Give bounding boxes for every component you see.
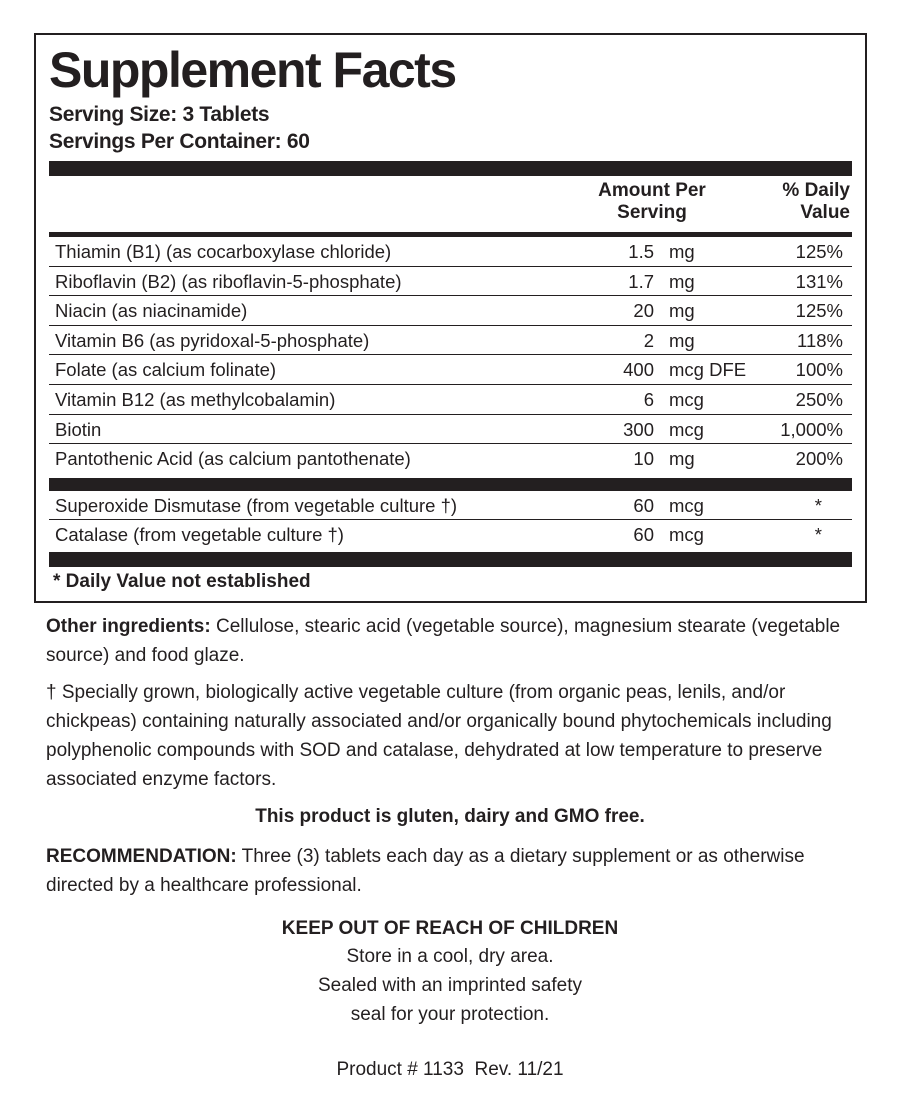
- allergen-statement: This product is gluten, dairy and GMO free.: [255, 806, 645, 827]
- nutrient-row: [49, 355, 852, 385]
- nutrient-unit: mcg: [669, 524, 704, 546]
- vitamin-list: [49, 237, 852, 474]
- recommendation-label: RECOMMENDATION:: [46, 846, 237, 867]
- other-ingredients-text: Cellulose, stearic acid (vegetable source), magnesium stearate (vegetable source) and food glaze.: [46, 616, 841, 666]
- nutrient-amount: 20: [633, 300, 654, 322]
- nutrient-row: [49, 491, 852, 521]
- nutrient-row: [49, 267, 852, 297]
- nutrient-amount: 60: [633, 494, 654, 516]
- nutrient-row: [49, 520, 852, 550]
- serving-size: Serving Size: 3 Tablets: [49, 103, 270, 126]
- nutrient-dv: 118%: [797, 329, 843, 351]
- nutrient-row: [49, 326, 852, 356]
- warning: KEEP OUT OF REACH OF CHILDREN: [281, 918, 619, 939]
- other-nutrient-list: [49, 491, 852, 550]
- nutrient-amount: 1.5: [628, 241, 654, 262]
- nutrient-dv: 131%: [795, 270, 843, 292]
- nutrient-unit: mcg: [669, 388, 704, 410]
- nutrient-dv: *: [814, 494, 822, 516]
- nutrient-amount: 2: [643, 329, 654, 351]
- nutrient-amount: 1.7: [628, 270, 654, 292]
- other-ingredients: [46, 612, 866, 670]
- storage-line-3: seal for your protection.: [350, 1004, 550, 1025]
- nutrient-unit: mcg: [669, 494, 704, 516]
- nutrient-name: Thiamin (B1) (as cocarboxylase chloride): [55, 241, 392, 262]
- nutrient-amount: 300: [623, 418, 654, 440]
- nutrient-unit: mg: [669, 300, 695, 322]
- divider-bar: [49, 552, 852, 567]
- recommendation: [46, 842, 866, 900]
- nutrient-row: [49, 296, 852, 326]
- panel-title: Supplement Facts: [49, 42, 456, 98]
- nutrient-unit: mcg: [669, 418, 704, 440]
- nutrient-unit: mg: [669, 448, 695, 470]
- nutrient-dv: 1,000%: [780, 418, 843, 440]
- footnote: † Specially grown, biologically active vegetable culture (from organic peas, lenils, and/or chickpeas) containing naturally associated and/or organically bound phytochemicals including polyphenolic compounds with SOD and catalase, dehydrated at low temperature to preserve associated enzyme factors.: [46, 682, 832, 790]
- nutrient-name: Vitamin B12 (as methylcobalamin): [55, 388, 336, 410]
- nutrient-amount: 10: [633, 448, 654, 470]
- nutrient-name: Pantothenic Acid (as calcium pantothenate): [55, 448, 411, 470]
- storage-line-2: Sealed with an imprinted safety: [317, 975, 583, 996]
- nutrient-name: Biotin: [55, 418, 102, 440]
- nutrient-unit: mg: [669, 270, 695, 292]
- nutrient-row: [49, 385, 852, 415]
- nutrient-dv: *: [814, 524, 822, 546]
- nutrient-name: Niacin (as niacinamide): [55, 300, 248, 322]
- header-amount: Amount Per Serving: [598, 180, 706, 223]
- nutrient-dv: 200%: [795, 448, 843, 470]
- header-daily-value: % Daily Value: [782, 180, 850, 223]
- nutrient-row: [49, 444, 852, 474]
- nutrient-amount: 60: [633, 524, 654, 546]
- nutrient-name: Vitamin B6 (as pyridoxal-5-phosphate): [55, 329, 370, 351]
- storage-line-1: Store in a cool, dry area.: [346, 946, 554, 967]
- other-ingredients-label: Other ingredients:: [46, 616, 211, 637]
- nutrient-name: Superoxide Dismutase (from vegetable culture †): [55, 494, 458, 516]
- nutrient-amount: 400: [623, 359, 654, 381]
- nutrient-unit: mcg DFE: [669, 359, 747, 381]
- nutrient-dv: 125%: [795, 241, 843, 262]
- nutrient-name: Riboflavin (B2) (as riboflavin-5-phosphate): [55, 270, 402, 292]
- column-header: [49, 176, 852, 232]
- daily-value-note: * Daily Value not established: [53, 570, 311, 592]
- recommendation-text: Three (3) tablets each day as a dietary supplement or as otherwise directed by a healthcare professional.: [46, 846, 805, 896]
- servings-per-container: Servings Per Container: 60: [49, 130, 310, 153]
- nutrient-dv: 125%: [795, 300, 843, 322]
- nutrient-unit: mg: [669, 329, 695, 351]
- nutrient-row: [49, 237, 852, 267]
- divider-bar: [49, 478, 852, 491]
- nutrient-name: Folate (as calcium folinate): [55, 359, 277, 381]
- nutrient-unit: mg: [669, 241, 695, 262]
- nutrient-row: [49, 415, 852, 445]
- divider-bar: [49, 161, 852, 176]
- supplement-facts-panel: [34, 33, 867, 603]
- nutrient-name: Catalase (from vegetable culture †): [55, 524, 344, 546]
- nutrient-amount: 6: [643, 388, 654, 410]
- nutrient-dv: 100%: [795, 359, 843, 381]
- product-number: Product # 1133 Rev. 11/21: [336, 1059, 564, 1080]
- nutrient-dv: 250%: [795, 388, 843, 410]
